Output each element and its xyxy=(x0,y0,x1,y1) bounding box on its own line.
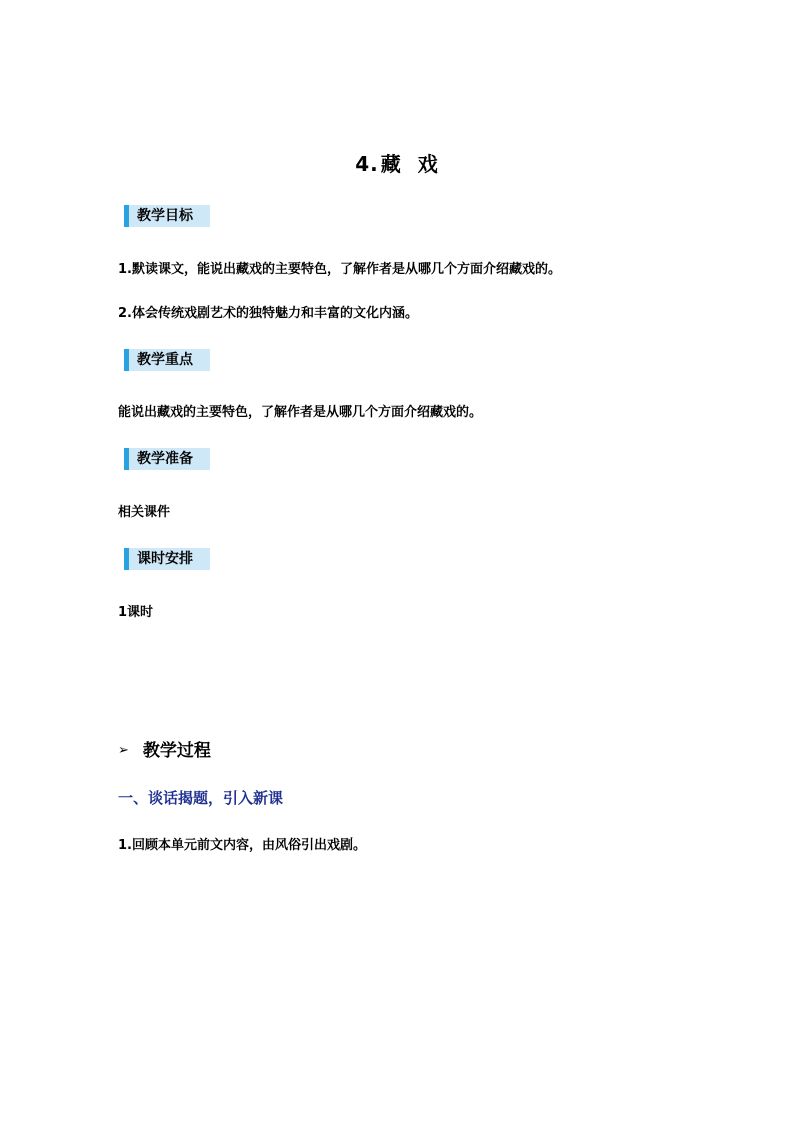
section-tag-preparation xyxy=(124,448,210,470)
title-number: 4. xyxy=(355,152,379,176)
tag-accent-bar xyxy=(124,448,129,470)
process-part1-item-1: 1.回顾本单元前文内容，由风俗引出戏剧。 xyxy=(118,838,366,853)
process-part1-heading: 一、谈话揭题，引入新课 xyxy=(118,789,284,807)
section-tag-schedule xyxy=(124,548,210,570)
section-tag-key-points-label: 教学重点 xyxy=(137,352,193,368)
key-points-text: 能说出藏戏的主要特色，了解作者是从哪几个方面介绍藏戏的。 xyxy=(118,405,483,420)
goal-item-2: 2.体会传统戏剧艺术的独特魅力和丰富的文化内涵。 xyxy=(118,306,418,321)
process-heading xyxy=(118,736,211,761)
page-title xyxy=(0,148,794,177)
tag-accent-bar xyxy=(124,548,129,570)
preparation-text: 相关课件 xyxy=(118,505,171,520)
arrow-bullet-icon: ➢ xyxy=(118,743,129,758)
section-tag-goals-label: 教学目标 xyxy=(137,208,193,224)
section-tag-preparation-label: 教学准备 xyxy=(137,451,193,467)
tag-accent-bar xyxy=(124,205,129,227)
goal-item-1: 1.默读课文，能说出藏戏的主要特色，了解作者是从哪几个方面介绍藏戏的。 xyxy=(118,262,561,277)
title-word-2: 戏 xyxy=(417,152,439,176)
tag-accent-bar xyxy=(124,349,129,371)
process-heading-label: 教学过程 xyxy=(142,741,211,761)
section-tag-schedule-label: 课时安排 xyxy=(137,551,193,567)
schedule-text: 1课时 xyxy=(118,605,154,620)
title-word-1: 藏 xyxy=(380,152,402,176)
section-tag-goals xyxy=(124,205,210,227)
section-tag-key-points xyxy=(124,349,210,371)
